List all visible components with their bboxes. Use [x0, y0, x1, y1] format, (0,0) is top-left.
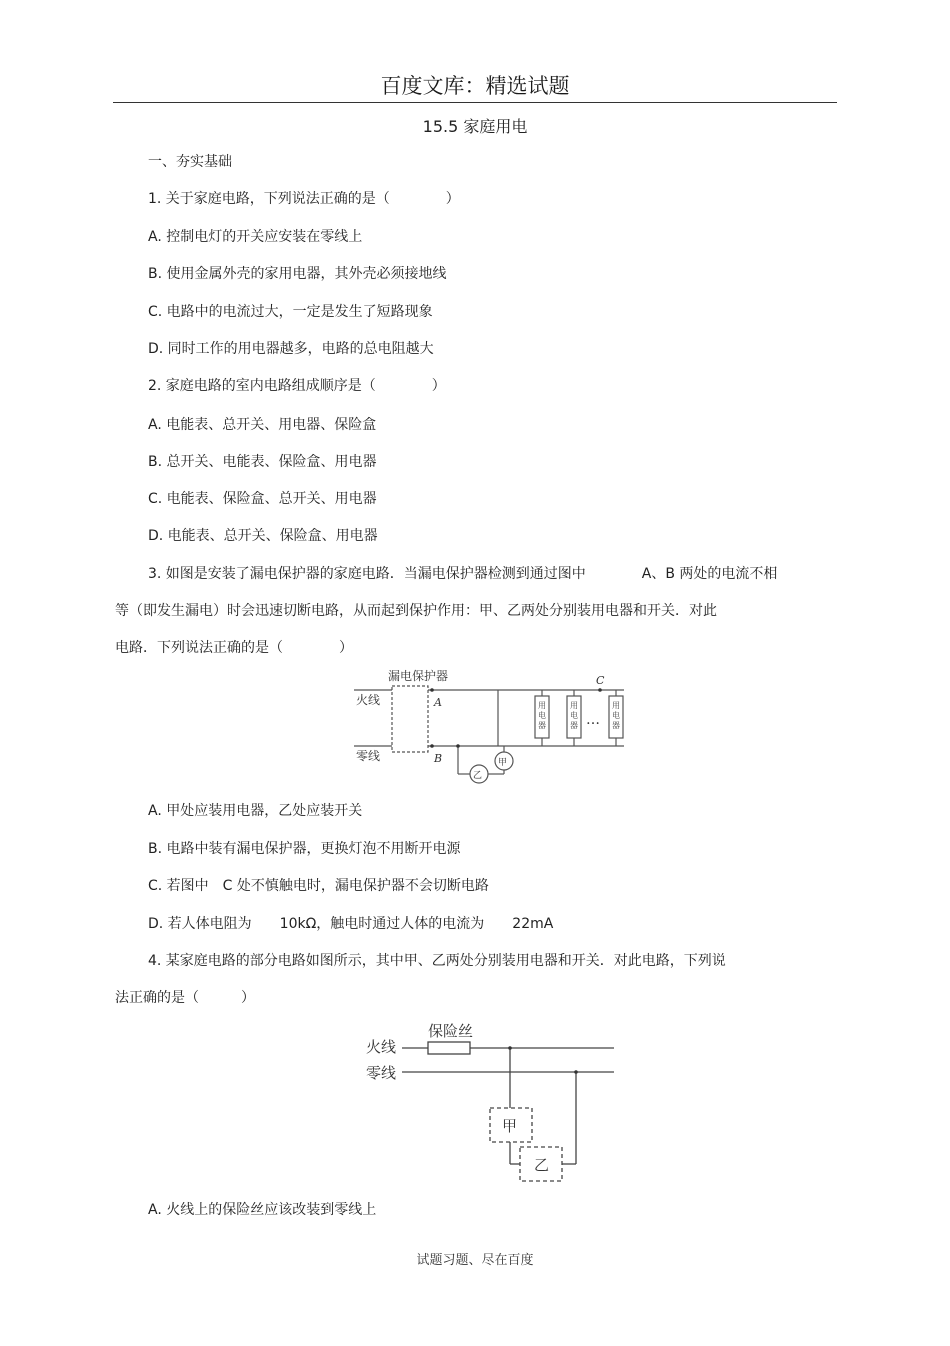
question-2-option-c: C. 电能表、保险盒、总开关、用电器 — [148, 491, 377, 507]
question-1-option-b: B. 使用金属外壳的家用电器，其外壳必须接地线 — [148, 266, 447, 282]
point-a-label: A — [434, 696, 442, 709]
live-wire-label: 火线 — [366, 1038, 397, 1056]
question-4-circuit-diagram — [362, 1014, 620, 1186]
point-b-label: B — [434, 752, 443, 765]
leakage-protector-label: 漏电保护器 — [388, 669, 449, 683]
page-footer: 试题习题、尽在百度 — [416, 1253, 534, 1268]
question-4-stem-line-2: 法正确的是（ ） — [115, 990, 255, 1006]
live-wire-label: 火线 — [356, 693, 381, 707]
question-3-option-c: C. 若图中 C 处不慎触电时，漏电保护器不会切断电路 — [148, 878, 489, 894]
yi-label: 乙 — [473, 771, 483, 781]
question-1-option-c: C. 电路中的电流过大，一定是发生了短路现象 — [148, 304, 433, 320]
neutral-wire-label: 零线 — [366, 1064, 397, 1082]
point-c-label: C — [596, 674, 605, 687]
question-1-stem: 1. 关于家庭电路，下列说法正确的是（ ） — [148, 191, 460, 207]
neutral-wire-label: 零线 — [356, 749, 381, 763]
ellipsis-label: … — [586, 712, 600, 728]
question-3-option-a: A. 甲处应装用电器，乙处应装开关 — [148, 803, 363, 819]
fuse-symbol — [428, 1042, 470, 1054]
document-title: 15.5 家庭用电 — [422, 117, 528, 136]
yi-label: 乙 — [534, 1156, 550, 1174]
jia-label: 甲 — [498, 758, 508, 768]
leakage-protector-box — [392, 686, 428, 752]
appliance-2-label: 用电器 — [570, 701, 578, 730]
question-1-option-a: A. 控制电灯的开关应安装在零线上 — [148, 229, 363, 245]
question-3-circuit-diagram — [352, 664, 642, 788]
fuse-label: 保险丝 — [428, 1022, 474, 1040]
question-3-stem-line-1: 3. 如图是安装了漏电保护器的家庭电路．当漏电保护器检测到通过图中 A、B 两处的电流不相 — [148, 566, 778, 582]
appliance-3-label: 用电器 — [612, 701, 620, 730]
page-header-title: 百度文库：精选试题 — [380, 74, 570, 98]
question-4-stem-line-1: 4. 某家庭电路的部分电路如图所示，其中甲、乙两处分别装用电器和开关．对此电路，下列说 — [148, 953, 726, 969]
question-3-stem-line-2: 等（即发生漏电）时会迅速切断电路，从而起到保护作用：甲、乙两处分别装用电器和开关．对此 — [115, 603, 717, 619]
question-3-option-b: B. 电路中装有漏电保护器，更换灯泡不用断开电源 — [148, 841, 461, 857]
appliance-1-label: 用电器 — [538, 701, 546, 730]
question-1-option-d: D. 同时工作的用电器越多，电路的总电阻越大 — [148, 341, 434, 357]
question-2-option-a: A. 电能表、总开关、用电器、保险盒 — [148, 417, 377, 433]
jia-label: 甲 — [502, 1117, 518, 1135]
section-heading: 一、夯实基础 — [148, 154, 232, 170]
question-4-option-a: A. 火线上的保险丝应该改装到零线上 — [148, 1202, 377, 1218]
question-2-stem: 2. 家庭电路的室内电路组成顺序是（ ） — [148, 378, 446, 394]
question-3-option-d: D. 若人体电阻为 10kΩ，触电时通过人体的电流为 22mA — [148, 916, 554, 932]
question-2-option-d: D. 电能表、总开关、保险盒、用电器 — [148, 528, 378, 544]
question-2-option-b: B. 总开关、电能表、保险盒、用电器 — [148, 454, 377, 470]
header-divider — [113, 102, 837, 103]
question-3-stem-line-3: 电路．下列说法正确的是（ ） — [115, 640, 353, 656]
